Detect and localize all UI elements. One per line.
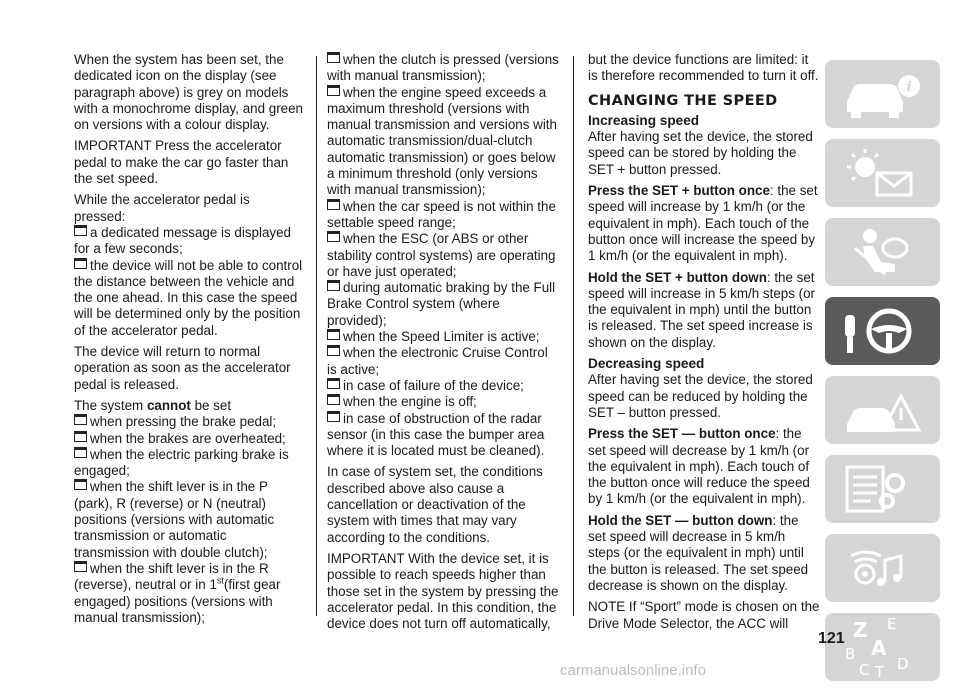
paragraph: but the device functions are limited: it is therefore recommended to turn it off. [588, 52, 819, 84]
subsection-title: Increasing speed [588, 112, 700, 128]
paragraph: In case of system set, the conditions described above also cause a cancellation or deactivation of the system with times that may vary according to the conditions. [327, 464, 543, 545]
bullet-icon [74, 414, 87, 425]
paragraph: IMPORTANT With the device set, it is possible to reach speeds higher than those set in the system by pressing the accelerator pedal. In this condition, the device does not turn off automatically, [327, 550, 559, 632]
paragraph: After having set the device, the stored speed can be reduced by holding the SET – button pressed. [588, 372, 813, 420]
bullet-icon [327, 52, 340, 63]
section-title: CHANGING THE SPEED [588, 92, 778, 109]
bullet-icon [327, 199, 340, 210]
list-item: when the brakes are overheated; [74, 431, 304, 447]
list-item: during automatic braking by the Full Brake Control system (where provided); [327, 280, 556, 328]
paragraph: While the accelerator pedal is pressed: [74, 192, 250, 224]
multimedia-icon [825, 534, 940, 602]
column-left [74, 52, 304, 626]
index-letter: D [897, 655, 909, 673]
paragraph: Hold the SET — button down: the set speed will decrease in 5 km/h steps (or the equivalent in mph) until the button is released. The set speed decrease is shown on the display. [588, 512, 809, 593]
list-item: when the engine is off; [327, 394, 560, 410]
bullet-icon [327, 345, 340, 356]
chapter-tabs [825, 60, 940, 692]
paragraph: Hold the SET + button down: the set speed will increase in 5 km/h steps (or the equivalent in mph) until the button is released. The set speed increase is shown on the display. [588, 269, 815, 350]
svg-text:i: i [906, 79, 912, 95]
list-item: in case of failure of the device; [327, 378, 560, 394]
car-info-icon [825, 60, 940, 128]
bullet-icon [327, 329, 340, 340]
paragraph: Press the SET — button once: the set speed will decrease by 1 km/h (or the equivalent in mph). Each touch of the button once will reduce the speed by 1 km/h (or the equivalent in mph). [588, 426, 810, 507]
maintenance-icon [825, 455, 940, 523]
column-divider [573, 56, 574, 616]
index-letter: T [875, 663, 885, 681]
breakdown-warning-icon [825, 376, 940, 444]
tab-seat-airbag[interactable] [825, 218, 940, 286]
page-number: 121 [818, 630, 845, 647]
bullet-icon [327, 394, 340, 405]
bullet-list [74, 414, 304, 626]
bullet-icon [327, 411, 340, 422]
bullet-icon [327, 378, 340, 389]
bullet-icon [327, 85, 340, 96]
bullet-icon [74, 431, 87, 442]
bullet-icon [74, 258, 87, 269]
column-middle [327, 52, 560, 637]
list-item: when the shift lever is in the P (park), R (reverse) or N (neutral) positions (versions with automatic transmission or automatic transmission with double clutch); [74, 479, 275, 560]
tab-starting-driving[interactable] [825, 297, 940, 365]
list-item: when the car speed is not within the settable speed range; [327, 198, 556, 230]
list-item: when the ESC (or ABS or other stability control systems) are operating or have just operated; [327, 231, 556, 279]
seat-airbag-icon [825, 218, 940, 286]
index-letter: A [871, 636, 887, 660]
list-item: when pressing the brake pedal; [74, 414, 304, 430]
paragraph: The device will return to normal operation as soon as the accelerator pedal is released. [74, 344, 291, 392]
list-item: a dedicated message is displayed for a few seconds; [74, 224, 291, 257]
paragraph: When the system has been set, the dedicated icon on the display (see paragraph above) is grey on models with a monochrome display, and green on versions with a colour display. [74, 52, 304, 133]
tab-maintenance[interactable] [825, 455, 940, 523]
emphasis: cannot [146, 397, 191, 413]
bullet-list [327, 52, 560, 459]
tab-warning-lights[interactable] [825, 139, 940, 207]
list-item: when the engine speed exceeds a maximum threshold (versions with manual transmission and versions with automatic transmission/dual-clutch automatic transmission) or goes below a minimum threshold (only versions with manual transmission); [327, 84, 557, 198]
tab-car-info[interactable] [825, 60, 940, 128]
index-letter: Z [853, 618, 868, 642]
subsection-title: Decreasing speed [588, 356, 705, 372]
paragraph: Press the SET + button once: the set speed will increase by 1 km/h (or the equivalent in mph). Each touch of the button once will increase the speed by 1 km/h (or the equivalent in mph). [588, 183, 818, 264]
watermark: carmanualsonline.info [560, 662, 706, 679]
list-item: when the electric parking brake is engaged; [74, 446, 289, 479]
bullet-icon [74, 447, 87, 458]
tab-emergency[interactable] [825, 376, 940, 444]
paragraph: The system cannot be set [74, 397, 232, 413]
index-letter: E [887, 615, 897, 633]
bullet-icon [74, 225, 87, 236]
column-divider [316, 56, 317, 616]
list-item: when the shift lever is in the R (reverse), neutral or in 1st(first gear engaged) positions (versions with manual transmission); [74, 560, 281, 625]
list-item: when the clutch is pressed (versions with manual transmission); [327, 52, 559, 84]
list-item: when the electronic Cruise Control is active; [327, 345, 548, 377]
list-item: when the Speed Limiter is active; [327, 329, 560, 345]
list-item: the device will not be able to control the distance between the vehicle and the one ahead. In this case the speed will be determined only by the position of the accelerator pedal. [74, 257, 303, 338]
column-right [588, 52, 820, 637]
paragraph: After having set the device, the stored speed can be stored by holding the SET + button pressed. [588, 129, 813, 177]
bullet-list [74, 225, 304, 339]
tab-multimedia[interactable] [825, 534, 940, 602]
paragraph: IMPORTANT Press the accelerator pedal to make the car go faster than the set speed. [74, 138, 289, 187]
index-letter: C [859, 661, 870, 679]
index-letter: B [845, 645, 856, 663]
bullet-icon [74, 561, 87, 572]
warning-lights-icon [825, 139, 940, 207]
bullet-icon [74, 479, 87, 490]
bullet-icon [327, 280, 340, 291]
bullet-icon [327, 231, 340, 242]
key-steering-wheel-icon [825, 297, 940, 365]
paragraph: NOTE If “Sport” mode is chosen on the Drive Mode Selector, the ACC will [588, 599, 820, 631]
list-item: in case of obstruction of the radar sensor (in this case the bumper area where it is located must be cleaned). [327, 410, 545, 459]
